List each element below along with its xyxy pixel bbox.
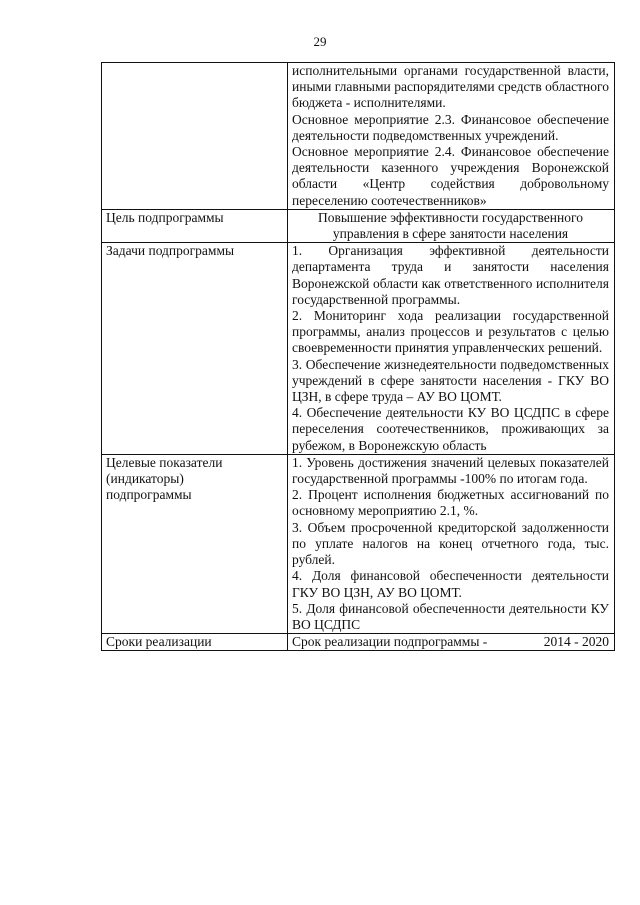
table-row-tasks: [102, 243, 615, 455]
row-paragraph: 2. Процент исполнения бюджетных ассигнований по основному мероприятию 2.1, %.: [292, 487, 609, 519]
table-row-indicators: [102, 454, 615, 633]
page-number: 29: [313, 34, 327, 49]
row-value-cell: [288, 243, 615, 455]
row-paragraph: 5. Доля финансовой обеспеченности деятельности КУ ВО ЦСДПС: [292, 600, 609, 632]
period-value: 2014 - 2020: [543, 634, 609, 650]
row-paragraph: 4. Доля финансовой обеспеченности деятельности ГКУ ВО ЦЗН, АУ ВО ЦОМТ.: [292, 568, 609, 600]
row-label-cell: [102, 634, 288, 651]
row-paragraph: Основное мероприятие 2.4. Финансовое обеспечение деятельности казенного учреждения Воронежской области «Центр содействия добровольному переселению соотечественников»: [292, 144, 609, 208]
row-value-cell: [288, 209, 615, 242]
row-label: Сроки реализации: [106, 634, 212, 650]
row-label: Цель подпрограммы: [106, 209, 224, 225]
subprogram-passport-table: [101, 62, 615, 651]
row-paragraph: 2. Мониторинг хода реализации государственной программы, анализ процессов и результатов с целью своевременности принятия управленческих решений.: [292, 308, 609, 356]
row-paragraph: исполнительными органами государственной власти, иными главными распорядителями средств областного бюджета - исполнителями.: [292, 63, 609, 111]
row-label-cell: [102, 63, 288, 210]
row-value-cell: [288, 454, 615, 633]
table-row-executors: [102, 63, 615, 210]
period-text: Срок реализации подпрограммы -: [292, 634, 488, 650]
row-paragraph: 1. Уровень достижения значений целевых показателей государственной программы -100% по итогам года.: [292, 454, 609, 487]
period-line: [292, 634, 609, 650]
row-label-cell: [102, 209, 288, 242]
row-paragraph: Основное мероприятие 2.3. Финансовое обеспечение деятельности подведомственных учреждений.: [292, 111, 609, 143]
row-paragraph: 1. Организация эффективной деятельности департамента труда и занятости населения Воронежской области как ответственного исполнителя государственной программы.: [292, 243, 609, 307]
table-row-period: [102, 634, 615, 651]
row-label-cell: [102, 243, 288, 455]
row-paragraph: 3. Объем просроченной кредиторской задолженности по уплате налогов на конец отчетного года, тыс. рублей.: [292, 519, 609, 568]
row-value-cell: [288, 63, 615, 210]
row-paragraph: Повышение эффективности государственного управления в сфере занятости населения: [318, 209, 583, 242]
table-row-goal: [102, 209, 615, 242]
row-paragraph: 4. Обеспечение деятельности КУ ВО ЦСДПС в сфере переселения соотечественников, проживающих за рубежом, в Воронежскую область: [292, 405, 609, 453]
row-label: Целевые показатели (индикаторы) подпрограммы: [106, 454, 223, 503]
row-value-cell: [288, 634, 615, 651]
row-label-cell: [102, 454, 288, 633]
row-paragraph: 3. Обеспечение жизнедеятельности подведомственных учреждений в сфере занятости населения - ГКУ ВО ЦЗН, в сфере труда – АУ ВО ЦОМТ.: [292, 356, 609, 405]
row-label: Задачи подпрограммы: [106, 243, 235, 259]
